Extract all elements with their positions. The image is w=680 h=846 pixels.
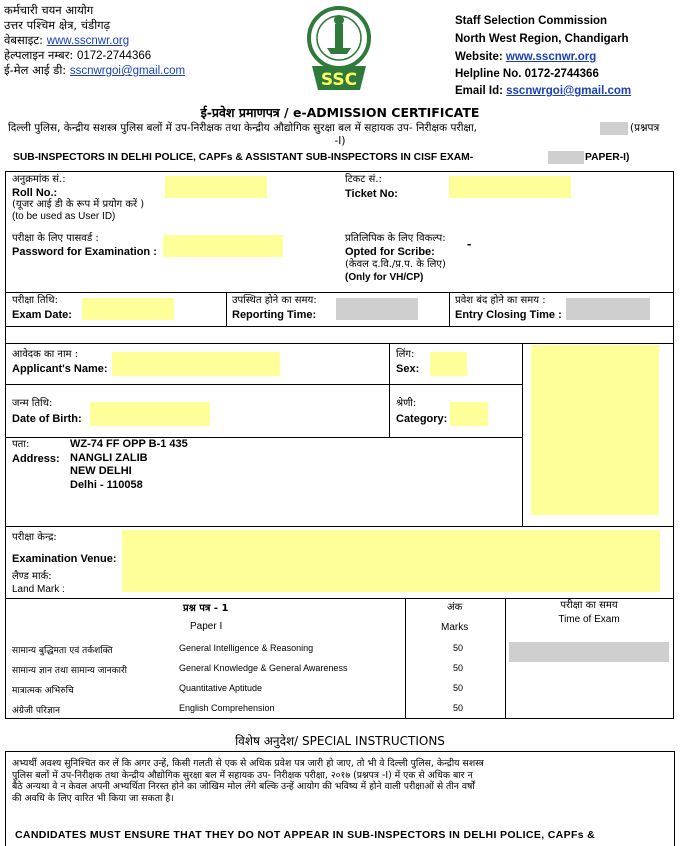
address-line-1: WZ-74 FF OPP B-1 435: [70, 438, 188, 450]
ticket-label: Ticket No:: [345, 188, 398, 200]
helpline-number-left: 0172-2744366: [76, 50, 152, 62]
exam-title-hi-paper: -I): [334, 135, 346, 147]
paper-bottom: [5, 718, 674, 719]
website-label-hi: वेबसाइट:: [4, 33, 44, 47]
entry-label-hi: प्रवेश बंद होने का समय :: [455, 295, 546, 306]
scribe-label-hi: प्रतिलिपिक के लिए विकल्प:: [345, 233, 446, 244]
password-label-hi: परीक्षा के लिए पासवर्ड :: [12, 233, 99, 244]
name-label: Applicant's Name:: [12, 363, 108, 375]
email-row-hi: [4, 63, 185, 78]
ticket-label-hi: टिकट सं.:: [345, 174, 382, 185]
password-label: Password for Examination :: [12, 246, 157, 258]
address-label-hi: पता:: [12, 439, 30, 450]
exam-title-hi-end: (प्रश्नपत्र: [630, 122, 660, 134]
dob-highlight: [90, 402, 210, 426]
helpline-label: Helpline No.: [455, 68, 522, 80]
venue-highlight: [122, 530, 660, 592]
paper-heading: Paper I: [190, 621, 223, 632]
roll-label-hi: अनुक्रमांक सं.:: [12, 174, 66, 185]
subject-hi: अंग्रेजी परिज्ञान: [12, 706, 61, 716]
subject-marks: 50: [453, 683, 464, 693]
name-label-hi: आवेदक का नाम :: [12, 349, 79, 360]
category-highlight: [450, 402, 488, 426]
scribe-note-hi: (केवल द.वि./प्र.प. के लिए): [345, 259, 446, 270]
email-row: [455, 84, 631, 98]
marks-heading-hi: अंक: [447, 602, 463, 613]
address-line-3: NEW DELHI: [70, 465, 132, 477]
entry-time-redacted: [566, 298, 650, 320]
applicant-name-highlight: [112, 352, 280, 376]
marks-heading: Marks: [441, 622, 469, 633]
subject-en: English Comprehension: [179, 703, 275, 713]
address-block: [70, 438, 188, 492]
ssc-logo: [300, 4, 378, 94]
org-name: Staff Selection Commission: [455, 15, 608, 27]
roll-value-highlight: [165, 176, 267, 198]
special-instructions-heading: विशेष अनुदेश/ SPECIAL INSTRUCTIONS: [235, 734, 445, 748]
exam-date-highlight: [82, 298, 174, 320]
exam-date-label-hi: परीक्षा तिथि:: [12, 295, 58, 306]
website-label: Website:: [455, 51, 503, 63]
sex-highlight: [430, 352, 467, 376]
row-divider-2: [5, 326, 674, 327]
exam-title-hi: दिल्ली पुलिस, केन्द्रीय सशस्त्र पुलिस बलों में उप-निरीक्षक तथा केन्द्रीय औद्योगिक सुरक्षा बल में सहायक उप- निरीक्षक परीक्षा,: [8, 122, 478, 134]
paper-divider-1: [405, 598, 406, 719]
roll-label: Roll No.:: [12, 187, 58, 199]
entry-label: Entry Closing Time :: [455, 309, 562, 321]
ticket-value-highlight: [449, 176, 571, 198]
subject-marks: 50: [453, 663, 464, 673]
venue-top: [5, 526, 674, 527]
certificate-title: ई-प्रवेश प्रमाणपत्र / e-ADMISSION CERTIFICATE: [200, 105, 480, 120]
password-value-highlight: [163, 235, 283, 257]
subject-hi: सामान्य ज्ञान तथा सामान्य जानकारी: [12, 666, 128, 676]
helpline-row: [455, 67, 599, 81]
paper-heading-hi: प्रश्न पत्र - 1: [183, 603, 229, 614]
roll-note: (to be used as User ID): [12, 211, 116, 222]
email-link-right[interactable]: sscnwrgoi@gmail.com: [506, 85, 632, 97]
date-divider-1: [226, 292, 227, 326]
time-heading: Time of Exam: [558, 614, 620, 625]
category-label-hi: श्रेणी:: [396, 398, 417, 409]
photo-placeholder: [531, 345, 659, 515]
address-line-4: Delhi - 110058: [70, 478, 143, 491]
roll-note-hi: (यूजर आई डी के रूप में प्रयोग करें ): [12, 199, 145, 210]
reporting-label-hi: उपस्थित होने का समय:: [232, 295, 317, 306]
helpline-label-hi: हेल्पलाइन नम्बर:: [4, 48, 74, 62]
special-para-hi: [12, 758, 484, 804]
exam-title-en: SUB-INSPECTORS IN DELHI POLICE, CAPFs & ASSISTANT SUB-INSPECTORS IN CISF EXAM-: [13, 152, 474, 163]
ssc-emblem-icon: [300, 4, 378, 94]
redacted-year-hi: [600, 122, 628, 135]
email-label-hi: ई-मेल आई डी:: [4, 63, 67, 77]
special-para-hi-line: बैठे अन्यथा वे न केवल अपनी अभ्यर्थिता निरस्त होने का जोखिम मोल लेंगे बल्कि उन्हें आयोग की भविष्य में होने वाली परीक्षाओं से तीन वर्षों: [12, 781, 475, 792]
exam-date-label: Exam Date:: [12, 309, 72, 321]
scribe-label: Opted for Scribe:: [345, 246, 435, 258]
frame-top: [5, 171, 674, 172]
website-link-right[interactable]: www.sscnwr.org: [505, 51, 597, 63]
redacted-year-en: [548, 151, 584, 164]
address-line-2: NANGLI ZALIB: [70, 451, 148, 464]
subject-en: Quantitative Aptitude: [179, 683, 263, 693]
reporting-label: Reporting Time:: [232, 309, 317, 321]
logo-text: SSC: [320, 70, 358, 90]
time-heading-hi: परीक्षा का समय: [560, 600, 618, 611]
scribe-value: -: [467, 236, 472, 251]
subject-marks: 50: [453, 643, 464, 653]
exam-title-en-end: PAPER-I): [585, 152, 630, 163]
subject-hi: सामान्य बुद्धिमता एवं तर्कशक्ति: [12, 646, 113, 656]
dob-label: Date of Birth:: [12, 413, 82, 425]
dob-label-hi: जन्म तिथि:: [12, 398, 53, 409]
name-row-bottom: [5, 384, 523, 385]
sex-divider: [389, 343, 390, 437]
helpline-row-hi: [4, 48, 151, 63]
photo-divider: [522, 343, 523, 526]
special-para-hi-line: अभ्यर्थी अवश्य सुनिश्चित कर लें कि अगर उन्हें, किसी गलती से एक से अधिक प्रवेश पत्र जारी हो जाए, तो भी वे दिल्ली पुलिस, केन्द्रीय सशस्त्र: [12, 758, 484, 769]
website-link-left[interactable]: www.sscnwr.org: [46, 35, 130, 47]
website-row-hi: [4, 33, 129, 48]
paper-top: [5, 598, 674, 599]
region-hi: उत्तर पश्चिम क्षेत्र, चंडीगढ़: [4, 18, 111, 32]
frame-right: [673, 171, 674, 719]
special-para-en: CANDIDATES MUST ENSURE THAT THEY DO NOT APPEAR IN SUB-INSPECTORS IN DELHI POLICE, CAPFs &: [15, 829, 596, 841]
row-divider-3: [5, 343, 674, 344]
category-label: Category:: [396, 413, 448, 425]
venue-label-hi: परीक्षा केन्द्र:: [12, 532, 57, 543]
email-link-left[interactable]: sscnwrgoi@gmail.com: [69, 65, 186, 77]
address-label: Address:: [12, 453, 60, 465]
email-label: Email Id:: [455, 85, 503, 97]
exam-time-redacted: [509, 642, 669, 662]
subject-hi: मात्रात्मक अभिरुचि: [12, 686, 74, 696]
region: North West Region, Chandigarh: [455, 33, 629, 45]
special-para-hi-line: पुलिस बलों में उप-निरीक्षक तथा केन्द्रीय औद्योगिक सुरक्षा बल में सहायक उप- निरीक्षक परीक्षा, २०१७ (प्रश्नपत्र -I) में एक से अधिक बार न: [12, 769, 473, 781]
special-para-hi-line: की अवधि के लिए वारित भी किया जा सकता है।: [12, 792, 174, 804]
landmark-label-hi: लैण्ड मार्क:: [12, 571, 52, 582]
reporting-time-redacted: [336, 298, 418, 320]
venue-label: Examination Venue:: [12, 553, 117, 565]
scribe-note: (Only for VH/CP): [345, 272, 424, 283]
subject-en: General Knowledge & General Awareness: [179, 663, 348, 673]
frame-left: [5, 171, 6, 719]
org-name-hi: कर्मचारी चयन आयोग: [4, 3, 94, 17]
helpline-number-right: 0172-2744366: [524, 68, 599, 80]
subject-en: General Intelligence & Reasoning: [179, 643, 314, 653]
website-row: [455, 50, 596, 64]
sex-label: Sex:: [396, 363, 420, 375]
subject-marks: 50: [453, 703, 464, 713]
landmark-label: Land Mark :: [12, 584, 65, 595]
sex-label-hi: लिंग:: [396, 349, 415, 360]
date-divider-2: [449, 292, 450, 326]
row-divider-1: [5, 292, 674, 293]
